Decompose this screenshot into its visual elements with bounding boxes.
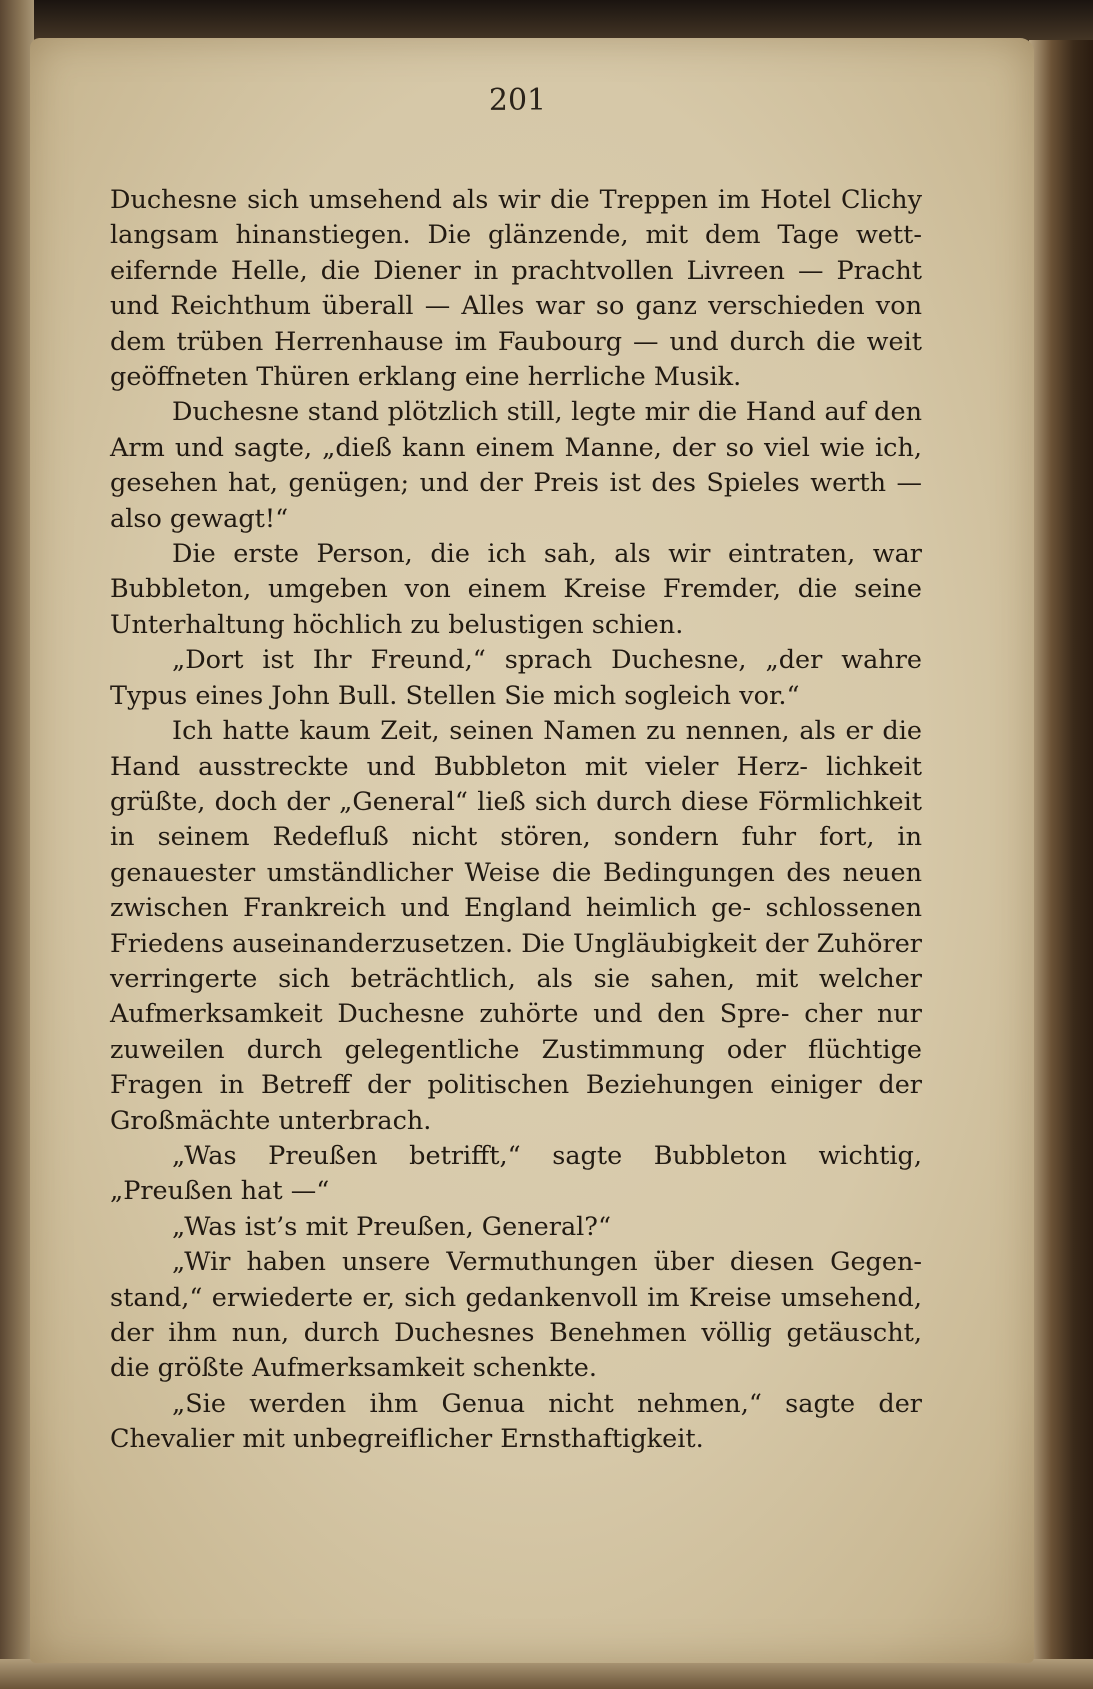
paragraph: „Sie werden ihm Genua nicht nehmen,“ sagte der Chevalier mit unbegreiflicher Ernsthaftigkeit. — [110, 1388, 922, 1455]
paragraph: Duchesne sich umsehend als wir die Treppen im Hotel Clichy langsam hinanstiegen. Die glänzende, mit dem Tage wett- eifernde Helle, die Diener in prachtvollen Livreen — Pracht und Reichthum überall — Alles war so ganz verschieden von dem trüben Herrenhause im Faubourg — und durch die weit geöffneten Thüren erklang eine herrliche Musik. — [110, 185, 922, 393]
paragraph: Duchesne stand plötzlich still, legte mir die Hand auf den Arm und sagte, „dieß kann einem Manne, der so viel wie ich, gesehen hat, genügen; und der Preis ist des Spieles werth — also gewagt!“ — [110, 397, 922, 534]
paragraph: Ich hatte kaum Zeit, seinen Namen zu nennen, als er die Hand ausstreckte und Bubbleton mit vieler Herz- lichkeit grüßte, doch der „General“ ließ sich durch diese Förmlichkeit in seinem Redefluß nicht stören, sondern fuhr fort, in genauester umständlicher Weise die Bedingungen des neuen zwischen Frankreich und England heimlich ge- schlossenen Friedens auseinanderzusetzen. Die Ungläubigkeit der Zuhörer verringerte sich beträchtlich, als sie sahen, mit welcher Aufmerksamkeit Duchesne zuhörte und den Spre- cher nur zuweilen durch gelegentliche Zustimmung oder flüchtige Fragen in Betreff der politischen Beziehungen einiger der Großmächte unterbrach. — [110, 716, 922, 1136]
book-binding-edge — [0, 0, 34, 1689]
paragraph: Die erste Person, die ich sah, als wir eintraten, war Bubbleton, umgeben von einem Kreise Fremder, die seine Unterhaltung höchlich zu belustigen schien. — [110, 539, 922, 640]
book-bottom-edge — [0, 1659, 1093, 1689]
paragraph: „Was ist’s mit Preußen, General?“ — [172, 1211, 612, 1242]
body-text — [110, 183, 922, 1458]
book-page-edges — [1029, 40, 1093, 1689]
page-number: 201 — [488, 83, 547, 118]
paragraph: „Was Preußen betrifft,“ sagte Bubbleton wichtig, „Preußen hat —“ — [110, 1140, 922, 1207]
paragraph: „Wir haben unsere Vermuthungen über diesen Gegen- stand,“ erwiederte er, sich gedankenvoll im Kreise umsehend, der ihm nun, durch Duchesnes Benehmen völlig getäuscht, die größte Aufmerksamkeit schenkte. — [110, 1247, 922, 1384]
paragraph: „Dort ist Ihr Freund,“ sprach Duchesne, „der wahre Typus eines John Bull. Stellen Sie mich sogleich vor.“ — [110, 645, 922, 711]
